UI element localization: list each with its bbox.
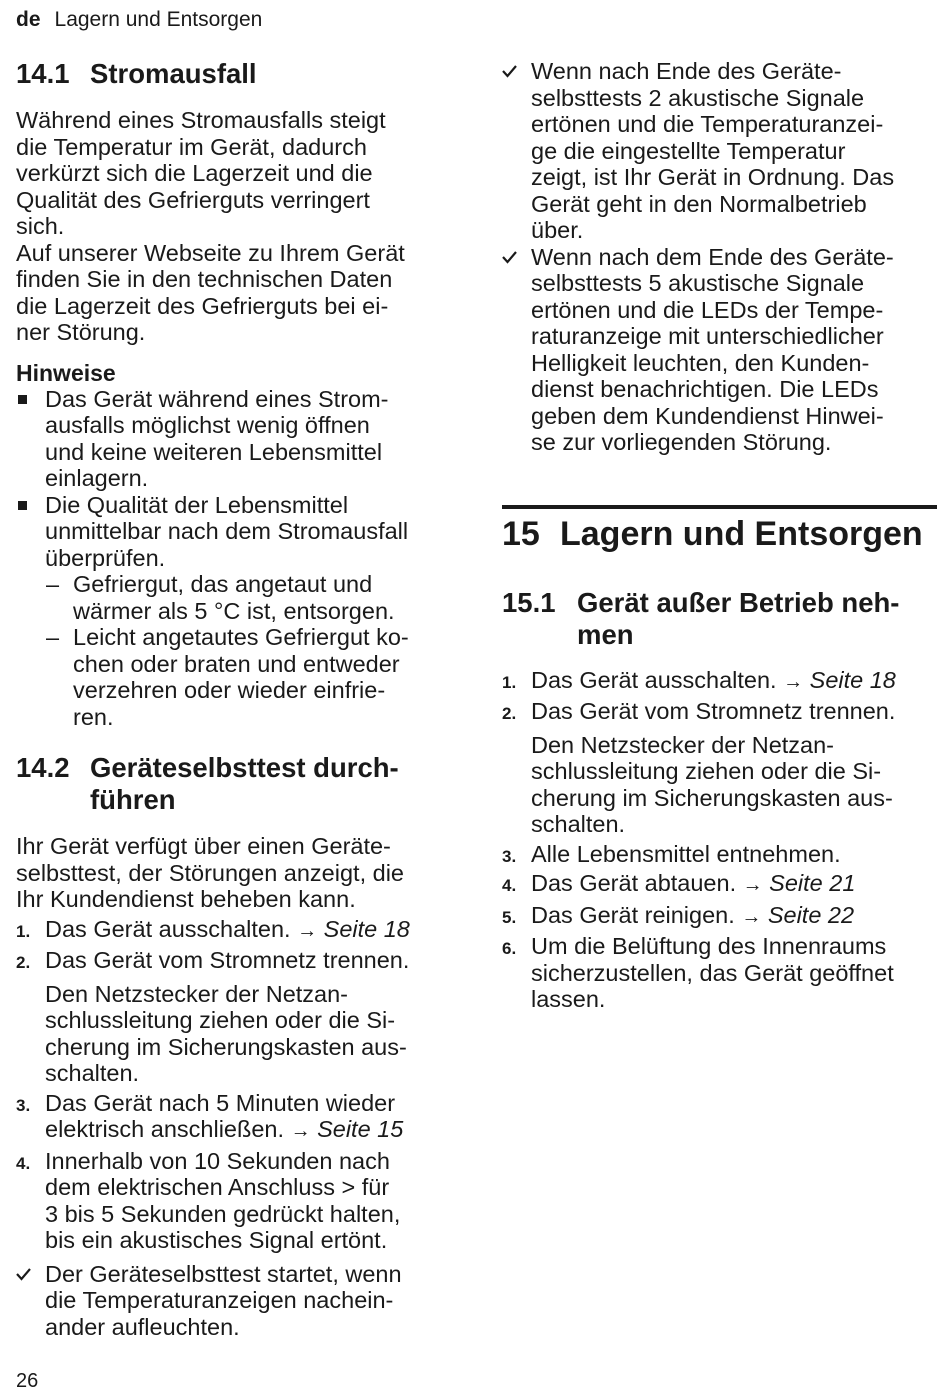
arrow-right-icon: → — [290, 1120, 311, 1142]
chapter-title: Lagern und Entsorgen — [560, 514, 923, 553]
step-number: 1. — [16, 921, 31, 941]
page-header — [16, 8, 262, 32]
text-line: geben dem Kundendienst Hinwei- — [531, 402, 884, 429]
text-line: Leicht angetautes Gefriergut ko- — [73, 624, 409, 650]
step-item — [502, 902, 937, 931]
text-line: Das Gerät nach 5 Minuten wieder — [45, 1089, 396, 1116]
square-bullet-icon — [18, 501, 27, 510]
text-line: lassen. — [531, 986, 606, 1012]
text-line: ge die eingestellte Temperatur — [531, 137, 846, 164]
text-line: Qualität des Gefrierguts verringert — [16, 186, 370, 213]
greater-than-button-icon: > — [341, 1174, 356, 1200]
left-column — [16, 58, 456, 1340]
step-text: Das Gerät ausschalten. — [531, 666, 777, 693]
step-text: für — [361, 1174, 390, 1200]
step-number: 5. — [502, 907, 517, 927]
section-number: 14.1 — [16, 58, 70, 89]
text-line: Gerät geht in den Normalbetrieb — [531, 190, 867, 217]
text-line: Die Qualität der Lebensmittel — [45, 491, 349, 518]
right-column — [502, 58, 937, 1013]
text-line: bis ein akustisches Signal ertönt. — [45, 1227, 388, 1253]
step-item — [502, 667, 937, 696]
header-title: Lagern und Entsorgen — [54, 8, 263, 31]
text-line: finden Sie in den technischen Daten — [16, 266, 393, 292]
step-number: 2. — [502, 704, 517, 723]
text-line: Gefriergut, das angetaut und — [73, 571, 373, 597]
step-text: elektrisch anschließen. — [45, 1116, 285, 1142]
note-item — [16, 386, 456, 492]
section-15-1-heading — [502, 587, 937, 651]
text-line: Innerhalb von 10 Sekunden nach — [45, 1147, 390, 1174]
arrow-right-icon: → — [297, 919, 318, 942]
text-line: cherung im Sicherungskasten aus- — [531, 784, 893, 811]
text-line: selbsttests 2 akustische Signale — [531, 84, 865, 111]
step-text: Das Gerät vom Stromnetz trennen. — [531, 698, 896, 724]
text-line: chen oder braten und entweder — [73, 650, 400, 677]
step-item — [502, 870, 937, 899]
step-number: 4. — [16, 1153, 31, 1173]
section-title-line: men — [577, 618, 634, 650]
step-item — [502, 933, 937, 1013]
result-item — [502, 58, 937, 244]
text-line: Helligkeit leuchten, den Kunden- — [531, 349, 870, 376]
step-item — [16, 1090, 456, 1145]
page-reference-link[interactable]: Seite 18 — [323, 915, 410, 942]
text-line: raturanzeige mit unterschiedlicher — [531, 323, 884, 349]
step-text: Das Gerät reinigen. — [531, 901, 735, 928]
dash-bullet-icon: – — [46, 571, 60, 597]
checkmark-icon — [502, 250, 517, 264]
page-reference-link[interactable]: Seite 22 — [767, 901, 855, 928]
text-line: Den Netzstecker der Netzan- — [45, 980, 349, 1007]
text-line: Während eines Stromausfalls steigt — [16, 107, 386, 133]
selftest-intro — [16, 833, 456, 913]
text-line: ausfalls möglichst wenig öffnen — [45, 412, 370, 438]
text-line: Ihr Gerät verfügt über einen Geräte- — [16, 833, 391, 859]
text-line: die Temperatur im Gerät, dadurch — [16, 133, 367, 160]
step-detail — [16, 981, 456, 1087]
dash-bullet-icon: – — [46, 624, 60, 650]
text-line: wärmer als 5 °C ist, entsorgen. — [73, 597, 395, 624]
arrow-right-icon: → — [783, 670, 804, 693]
page-reference-link[interactable]: Seite 21 — [769, 870, 856, 896]
text-line: überprüfen. — [45, 544, 166, 571]
step-number: 1. — [502, 672, 517, 692]
text-line: Auf unserer Webseite zu Ihrem Gerät — [16, 239, 405, 266]
dash-item — [16, 624, 456, 730]
text-line: die Temperaturanzeigen nachein- — [45, 1287, 394, 1313]
language-code: de — [16, 8, 41, 31]
text-line: Um die Belüftung des Innenraums — [531, 933, 887, 959]
step-detail — [502, 732, 937, 838]
text-line: sich. — [16, 213, 65, 239]
step-text: Das Gerät ausschalten. — [45, 915, 291, 942]
text-line: se zur vorliegenden Störung. — [531, 429, 832, 455]
stromausfall-paragraph-1 — [16, 107, 456, 240]
notes-heading: Hinweise — [16, 359, 116, 386]
page-reference-link[interactable]: Seite 18 — [809, 666, 896, 693]
step-item — [502, 841, 937, 868]
checkmark-icon — [16, 1267, 31, 1281]
step-item — [16, 916, 456, 945]
section-14-2-heading — [16, 752, 456, 816]
text-line: die Lagerzeit des Gefrierguts bei ei- — [16, 292, 389, 319]
section-title-line: Geräteselbsttest durch- — [90, 752, 399, 783]
text-line: ertönen und die LEDs der Tempe- — [531, 296, 884, 323]
step-text: dem elektrischen Anschluss — [45, 1174, 335, 1200]
arrow-right-icon: → — [742, 874, 763, 896]
step-text: Das Gerät abtauen. — [531, 870, 737, 896]
section-title: Stromausfall — [90, 58, 257, 89]
text-line: Ihr Kundendienst beheben kann. — [16, 886, 356, 912]
section-number: 14.2 — [16, 752, 70, 783]
text-line: selbsttests 5 akustische Signale — [531, 270, 865, 296]
step-item — [16, 1148, 456, 1254]
text-line: sicherzustellen, das Gerät geöffnet — [531, 959, 894, 986]
text-line: Wenn nach dem Ende des Geräte- — [531, 243, 894, 270]
text-line: und keine weiteren Lebensmittel — [45, 438, 383, 465]
text-line: über. — [531, 217, 584, 243]
chapter-number: 15 — [502, 514, 540, 553]
text-line: zeigt, ist Ihr Gerät in Ordnung. Das — [531, 164, 895, 190]
square-bullet-icon — [18, 395, 27, 404]
text-line: schalten. — [531, 811, 626, 837]
text-line: selbsttest, der Störungen anzeigt, die — [16, 859, 404, 886]
section-number: 15.1 — [502, 586, 556, 618]
text-line: 3 bis 5 Sekunden gedrückt halten, — [45, 1200, 401, 1227]
text-line: Das Gerät während eines Strom- — [45, 385, 389, 412]
page-number: 26 — [16, 1370, 39, 1392]
text-line: verkürzt sich die Lagerzeit und die — [16, 160, 373, 186]
result-item — [16, 1261, 456, 1341]
chapter-divider — [502, 505, 937, 509]
checkmark-icon — [502, 64, 517, 78]
text-line: ander aufleuchten. — [45, 1313, 240, 1340]
arrow-right-icon: → — [741, 905, 762, 928]
chapter-15-heading — [502, 515, 937, 553]
text-line: Den Netzstecker der Netzan- — [531, 731, 835, 758]
step-number: 3. — [16, 1095, 31, 1115]
text-line: schlussleitung ziehen oder die Si- — [45, 1007, 396, 1033]
text-line: Wenn nach Ende des Geräte- — [531, 58, 842, 84]
step-text: Alle Lebensmittel entnehmen. — [531, 840, 841, 867]
step-text: Das Gerät vom Stromnetz trennen. — [45, 947, 410, 973]
step-number: 2. — [16, 953, 31, 972]
text-line: einlagern. — [45, 465, 149, 491]
text-line: schalten. — [45, 1060, 140, 1086]
section-14-1-heading — [16, 58, 456, 90]
section-title-line: führen — [90, 784, 176, 815]
dash-item — [16, 571, 456, 624]
text-line: cherung im Sicherungskasten aus- — [45, 1033, 407, 1060]
step-item — [502, 698, 937, 725]
step-item — [16, 947, 456, 974]
section-title-line: Gerät außer Betrieb neh- — [577, 586, 900, 618]
text-line: ertönen und die Temperaturanzei- — [531, 111, 884, 137]
step-number: 4. — [502, 876, 517, 895]
text-line: ner Störung. — [16, 319, 146, 345]
text-line: unmittelbar nach dem Stromausfall — [45, 518, 409, 544]
text-line: Der Geräteselbsttest startet, wenn — [45, 1260, 402, 1287]
stromausfall-paragraph-2 — [16, 240, 456, 346]
result-item — [502, 244, 937, 456]
text-line: schlussleitung ziehen oder die Si- — [531, 758, 882, 784]
text-line: dienst benachrichtigen. Die LEDs — [531, 376, 879, 402]
step-number: 6. — [502, 939, 517, 958]
step-number: 3. — [502, 846, 517, 866]
note-item — [16, 492, 456, 572]
page-reference-link[interactable]: Seite 15 — [317, 1116, 404, 1142]
text-line: verzehren oder wieder einfrie- — [73, 677, 386, 703]
text-line: ren. — [73, 703, 114, 730]
